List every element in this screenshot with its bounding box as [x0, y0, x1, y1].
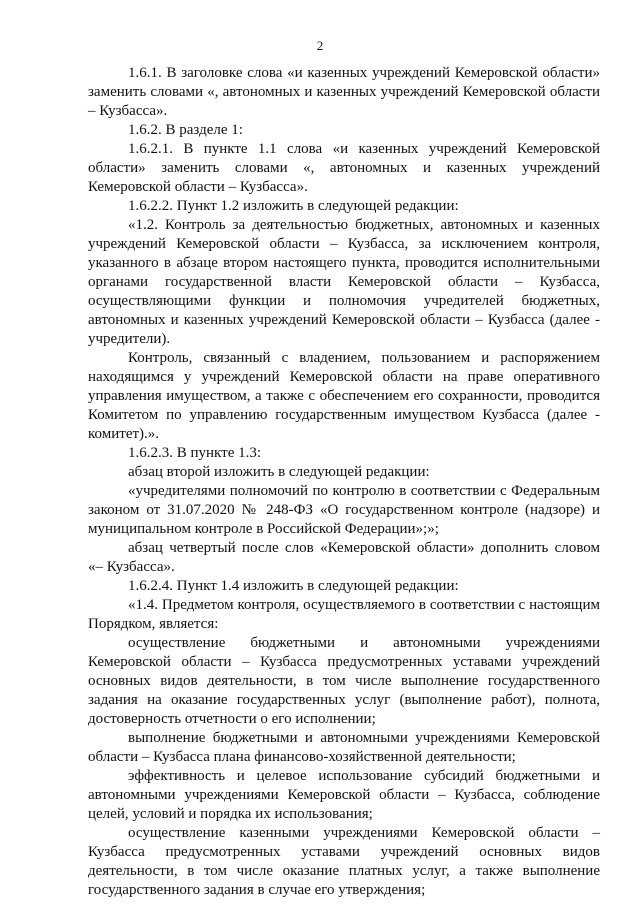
paragraph-list-item-2: выполнение бюджетными и автономными учреждениями Кемеровской области – Кузбасса плана финансово-хозяйственной деятельности;	[88, 730, 600, 765]
paragraph-control-committee: Контроль, связанный с владением, пользованием и распоряжением находящимся у учреждений Кемеровской области на праве оперативного управления имуществом, а также с обеспечением его сохранности, проводится Комитетом по управлению государственным имуществом Кузбасса (далее - комитет).».	[88, 350, 600, 442]
paragraph-fourth-abzac: абзац четвертый после слов «Кемеровской области» дополнить словом «– Кузбасса».	[88, 540, 600, 575]
paragraph-item-1-4: «1.4. Предметом контроля, осуществляемого в соответствии с настоящим Порядком, является:	[88, 597, 600, 632]
page-number: 2	[316, 38, 324, 53]
paragraph-1-6-2-1: 1.6.2.1. В пункте 1.1 слова «и казенных учреждений Кемеровской области» заменить словами «, автономных и казенных учреждений Кемеровской области – Кузбасса».	[88, 141, 600, 195]
paragraph-1-6-2-2: 1.6.2.2. Пункт 1.2 изложить в следующей редакции:	[128, 198, 459, 214]
paragraph-list-item-3: эффективность и целевое использование субсидий бюджетными и автономными учреждениями Кемеровской области – Кузбасса, соблюдение целей, условий и порядка их использования;	[88, 768, 600, 822]
paragraph-item-1-2: «1.2. Контроль за деятельностью бюджетных, автономных и казенных учреждений Кемеровской области – Кузбасса, за исключением контроля, указанного в абзаце втором настоящего пункта, проводится исполнительными органами государственной власти Кемеровской области – Кузбасса, осуществляющими функции и полномочия учредителей бюджетных, автономных и казенных учреждений Кемеровской области – Кузбасса (далее - учредители).	[88, 217, 600, 347]
paragraph-1-6-2-3: 1.6.2.3. В пункте 1.3:	[128, 445, 262, 461]
paragraph-list-item-4: осуществление казенными учреждениями Кемеровской области – Кузбасса предусмотренных уставами учреждений основных видов деятельности, в том числе оказание платных услуг, а также выполнение государственного задания в случае его утверждения;	[88, 825, 600, 898]
paragraph-federal-law: «учредителями полномочий по контролю в соответствии с Федеральным законом от 31.07.2020 № 248-ФЗ «О государственном контроле (надзоре) и муниципальном контроле в Российской Федерации»;»;	[88, 483, 600, 537]
paragraph-list-item-1: осуществление бюджетными и автономными учреждениями Кемеровской области – Кузбасса предусмотренных уставами учреждений основных видов деятельности, в том числе выполнение государственного задания на оказание государственных услуг (выполнение работ), полнота, достоверность отчетности о его исполнении;	[88, 635, 600, 727]
paragraph-1-6-2: 1.6.2. В разделе 1:	[128, 122, 243, 138]
paragraph-second-abzac: абзац второй изложить в следующей редакции:	[128, 464, 430, 480]
paragraph-1-6-2-4: 1.6.2.4. Пункт 1.4 изложить в следующей редакции:	[128, 578, 459, 594]
document-body	[88, 64, 600, 900]
paragraph-1-6-1: 1.6.1. В заголовке слова «и казенных учреждений Кемеровской области» заменить словами «, автономных и казенных учреждений Кемеровской области – Кузбасса».	[88, 65, 600, 119]
